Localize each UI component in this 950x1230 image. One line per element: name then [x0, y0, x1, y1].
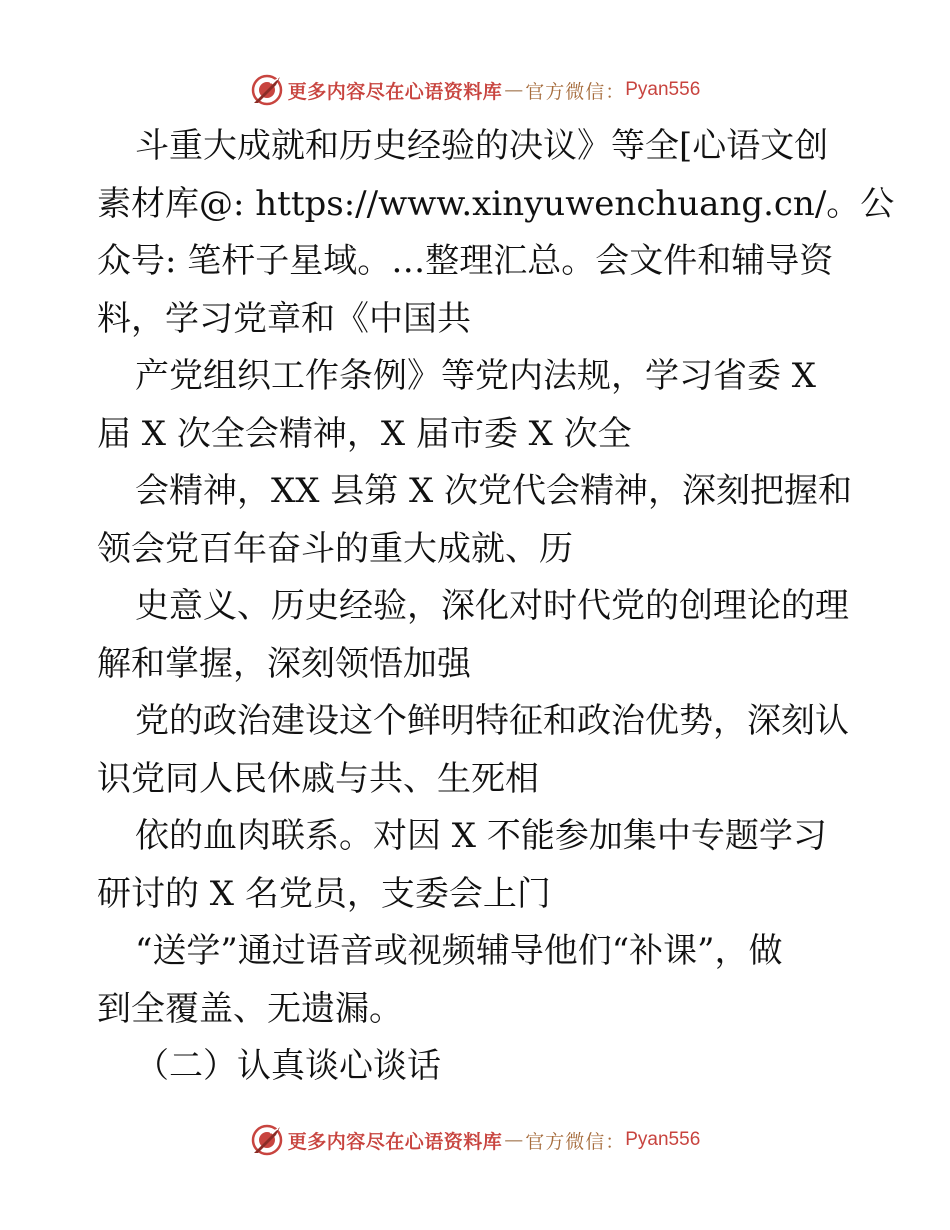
- footer-dash: —: [504, 1129, 524, 1151]
- body-line: 产党组织工作条例》等党内法规，学习省委 X: [135, 356, 817, 396]
- body-line: 届 X 次全会精神，X 届市委 X 次全: [97, 413, 632, 454]
- footer-wechat-id: Pyan556: [625, 1129, 701, 1150]
- body-line: 识党同人民休戚与共、生死相: [97, 758, 539, 799]
- body-line: 领会党百年奋斗的重大成就、历: [97, 528, 573, 569]
- header-wechat-label: 官方微信：: [525, 80, 626, 103]
- quill-logo-icon: [250, 73, 284, 107]
- body-line: 会精神，XX 县第 X 次党代会精神，深刻把握和: [135, 471, 853, 511]
- header-wechat-id: Pyan556: [625, 79, 701, 100]
- body-line: 依的血肉联系。对因 X 不能参加集中专题学习: [135, 816, 827, 856]
- body-line: “送学”通过语音或视频辅导他们“补课”，做: [135, 931, 783, 971]
- body-line: 料，学习党章和《中国共: [97, 298, 471, 339]
- header-watermark: [0, 70, 950, 110]
- footer-wechat-label: 官方微信：: [525, 1130, 626, 1153]
- body-line: 斗重大成就和历史经验的决议》等全[心语文创: [135, 126, 829, 166]
- footer-watermark: [0, 1120, 950, 1160]
- body-line: 素材库@: https://www.xinyuwenchuang.cn/。公: [97, 183, 895, 224]
- document-body: [97, 118, 895, 1096]
- body-line: 史意义、历史经验，深化对时代党的创理论的理: [135, 586, 849, 626]
- body-line: 研讨的 X 名党员，支委会上门: [97, 873, 551, 914]
- body-line: 解和掌握，深刻领悟加强: [97, 643, 471, 684]
- body-line: 众号: 笔杆子星域。…整理汇总。会文件和辅导资: [97, 241, 834, 281]
- section-heading: （二）认真谈心谈话: [135, 1046, 441, 1086]
- header-library-text: 更多内容尽在心语资料库: [287, 80, 503, 103]
- body-line: 党的政治建设这个鲜明特征和政治优势，深刻认: [135, 701, 849, 741]
- quill-logo-icon: [250, 1123, 284, 1157]
- footer-library-text: 更多内容尽在心语资料库: [287, 1130, 503, 1153]
- header-dash: —: [504, 79, 524, 101]
- body-line: 到全覆盖、无遗漏。: [97, 988, 403, 1029]
